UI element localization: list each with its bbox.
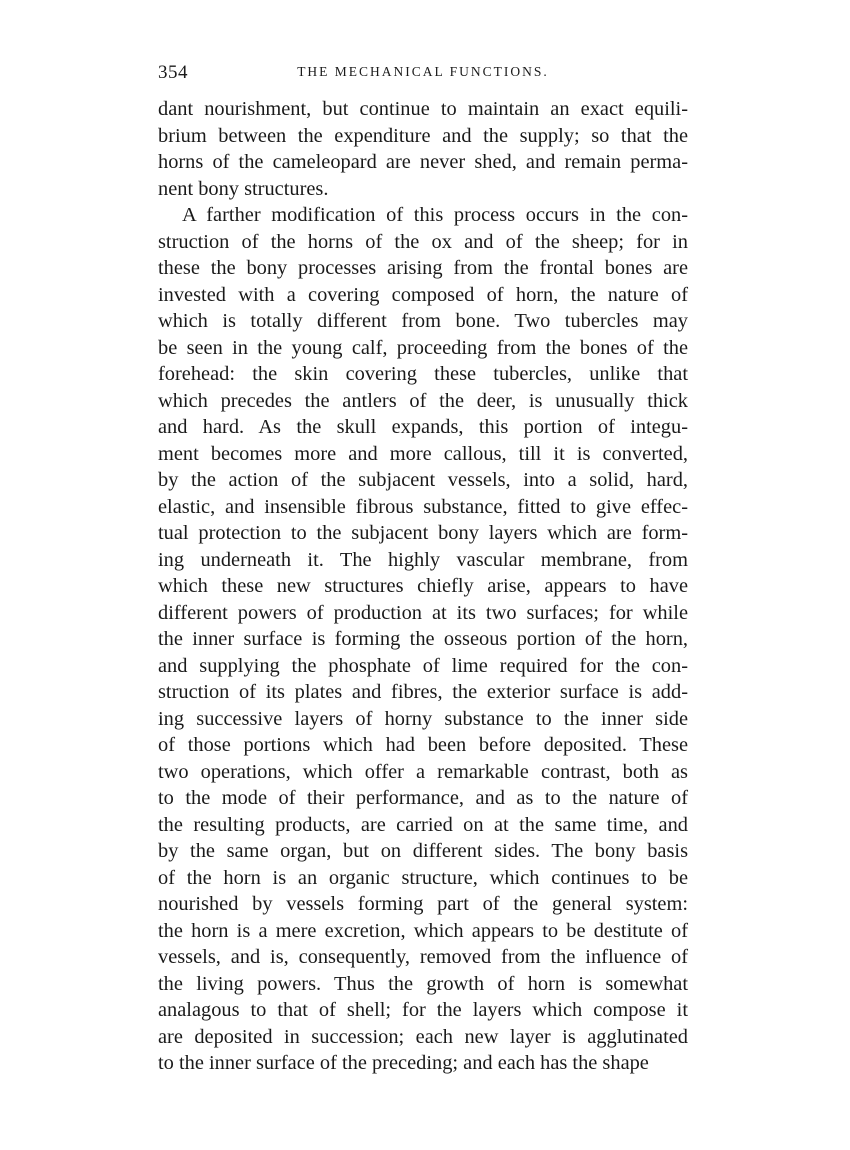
text-line: ment becomes more and more callous, till it is converted, xyxy=(158,442,688,465)
text-line: horns of the cameleopard are never shed, and remain perma- xyxy=(158,151,688,173)
text-line: analagous to that of shell; for the layers which compose it xyxy=(158,999,688,1021)
body-text xyxy=(158,96,688,1077)
text-line: dant nourishment, but continue to maintain an exact equili- xyxy=(158,98,688,120)
text-line: nourished by vessels forming part of the general system: xyxy=(158,893,688,915)
text-line: tual protection to the subjacent bony layers which are form- xyxy=(158,522,688,544)
running-head-title: THE MECHANICAL FUNCTIONS. xyxy=(297,64,549,79)
book-page xyxy=(158,62,688,1077)
text-line: be seen in the young calf, proceeding from the bones of the xyxy=(158,336,688,359)
text-line: struction of its plates and fibres, the exterior surface is add- xyxy=(158,681,688,703)
text-line: A farther modification of this process occurs in the con- xyxy=(182,204,688,226)
text-line: are deposited in succession; each new layer is agglutinated xyxy=(158,1025,688,1048)
text-line: by the same organ, but on different sides. The bony basis xyxy=(158,840,688,862)
text-line: ing underneath it. The highly vascular membrane, from xyxy=(158,548,688,571)
text-line: nent bony structures. xyxy=(158,177,329,200)
text-line: to the mode of their performance, and as to the nature of xyxy=(158,787,688,809)
text-line: different powers of production at its two surfaces; for while xyxy=(158,601,688,624)
text-line: to the inner surface of the preceding; and each has the shape xyxy=(158,1052,649,1074)
text-line: these the bony processes arising from the frontal bones are xyxy=(158,257,688,279)
text-line: and supplying the phosphate of lime required for the con- xyxy=(158,654,688,677)
text-line: and hard. As the skull expands, this portion of integu- xyxy=(158,416,688,438)
paragraph xyxy=(158,202,688,1077)
text-line: the living powers. Thus the growth of horn is somewhat xyxy=(158,972,688,995)
text-line: the resulting products, are carried on at the same time, and xyxy=(158,813,688,836)
text-line: ing successive layers of horny substance to the inner side xyxy=(158,707,688,730)
page-number: 354 xyxy=(158,62,188,83)
text-line: two operations, which offer a remarkable contrast, both as xyxy=(158,760,688,783)
text-line: struction of the horns of the ox and of the sheep; for in xyxy=(158,230,688,253)
text-line: which these new structures chiefly arise, appears to have xyxy=(158,575,688,597)
paragraph xyxy=(158,96,688,202)
text-line: the inner surface is forming the osseous portion of the horn, xyxy=(158,628,688,650)
text-line: which precedes the antlers of the deer, is unusually thick xyxy=(158,389,688,412)
text-line: which is totally different from bone. Two tubercles may xyxy=(158,310,688,332)
text-line: invested with a covering composed of horn, the nature of xyxy=(158,283,688,306)
text-line: the horn is a mere excretion, which appears to be destitute of xyxy=(158,919,688,942)
text-line: of the horn is an organic structure, which continues to be xyxy=(158,866,688,889)
running-head xyxy=(158,62,688,86)
text-line: by the action of the subjacent vessels, into a solid, hard, xyxy=(158,469,688,491)
text-line: vessels, and is, consequently, removed from the influence of xyxy=(158,946,688,968)
text-line: forehead: the skin covering these tubercles, unlike that xyxy=(158,363,688,385)
text-line: elastic, and insensible fibrous substance, fitted to give effec- xyxy=(158,495,688,518)
text-line: brium between the expenditure and the supply; so that the xyxy=(158,124,688,147)
text-line: of those portions which had been before deposited. These xyxy=(158,734,688,756)
